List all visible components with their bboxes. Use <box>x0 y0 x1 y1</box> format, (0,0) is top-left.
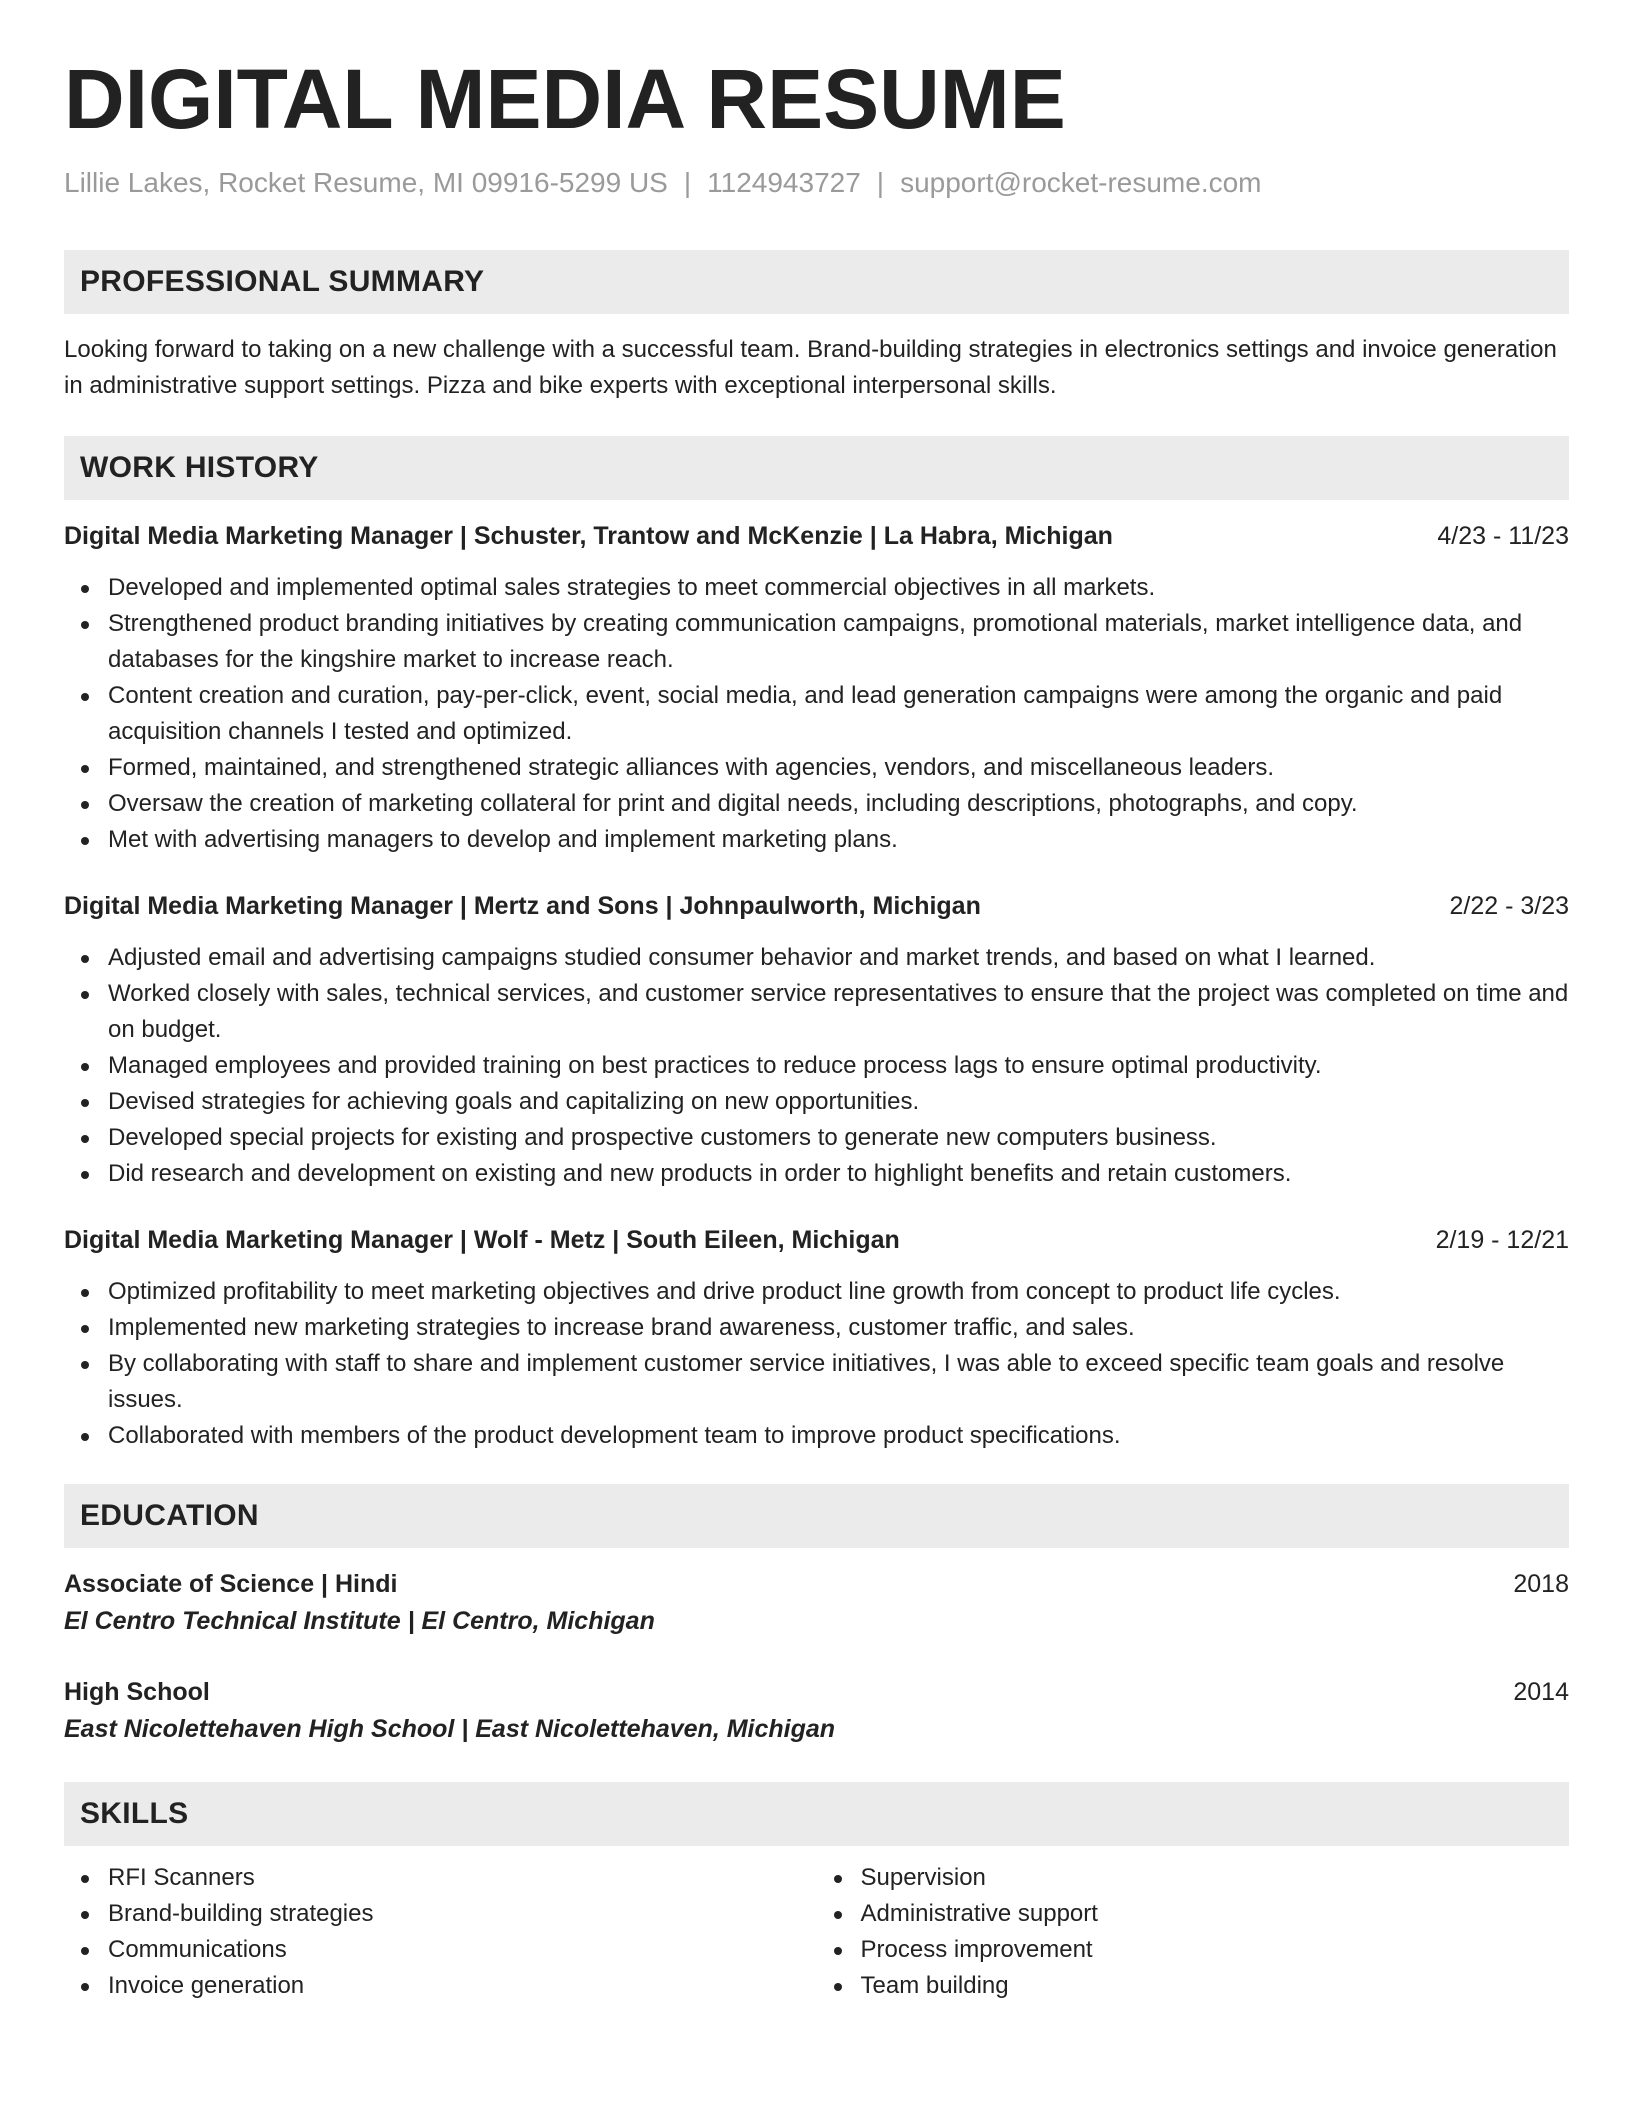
skill-item: Brand-building strategies <box>108 1896 817 1932</box>
job-dates: 2/22 - 3/23 <box>1449 891 1569 920</box>
section-header-education <box>64 1484 1569 1548</box>
skill-item: Process improvement <box>861 1932 1570 1968</box>
job-heading <box>64 1222 1569 1258</box>
section-header-work-history <box>64 436 1569 500</box>
job-bullet: Devised strategies for achieving goals and capitalizing on new opportunities. <box>108 1084 1569 1120</box>
job-entry <box>64 518 1569 858</box>
skills-columns <box>64 1860 1569 2004</box>
contact-separator: | <box>683 167 692 199</box>
skill-item: Team building <box>861 1968 1570 2004</box>
section-header-summary <box>64 250 1569 314</box>
education-entry <box>64 1566 1569 1640</box>
job-bullet: By collaborating with staff to share and implement customer service initiatives, I was able to exceed specific team goals and resolve issues. <box>108 1346 1569 1418</box>
job-bullet: Oversaw the creation of marketing collateral for print and digital needs, including descriptions, photographs, and copy. <box>108 786 1569 822</box>
contact-line <box>64 166 1569 200</box>
contact-separator: | <box>876 167 885 199</box>
resume-title: DIGITAL MEDIA RESUME <box>64 52 1066 146</box>
job-title: Digital Media Marketing Manager | Schuster, Trantow and McKenzie | La Habra, Michigan <box>64 521 1113 550</box>
job-title: Digital Media Marketing Manager | Mertz and Sons | Johnpaulworth, Michigan <box>64 891 981 920</box>
education-entry <box>64 1674 1569 1748</box>
job-bullet: Developed special projects for existing and prospective customers to generate new computers business. <box>108 1120 1569 1156</box>
job-bullet: Content creation and curation, pay-per-click, event, social media, and lead generation campaigns were among the organic and paid acquisition channels I tested and optimized. <box>108 678 1569 750</box>
section-title: PROFESSIONAL SUMMARY <box>80 264 485 298</box>
job-bullet: Did research and development on existing and new products in order to highlight benefits and retain customers. <box>108 1156 1569 1192</box>
skills-list-left <box>64 1860 817 2004</box>
education-year: 2018 <box>1513 1569 1569 1598</box>
job-entry <box>64 1222 1569 1454</box>
summary-text: Looking forward to taking on a new challenge with a successful team. Brand-building strategies in electronics settings and invoice generation in administrative support settings. Pizza and bike experts with exceptional interpersonal skills. <box>64 335 1557 399</box>
contact-phone: 1124943727 <box>707 167 861 199</box>
section-title: SKILLS <box>80 1796 189 1830</box>
job-bullet: Formed, maintained, and strengthened strategic alliances with agencies, vendors, and miscellaneous leaders. <box>108 750 1569 786</box>
job-dates: 4/23 - 11/23 <box>1437 521 1569 550</box>
section-title: WORK HISTORY <box>80 450 319 484</box>
contact-address: Lillie Lakes, Rocket Resume, MI 09916-5299 US <box>64 167 668 199</box>
skill-item: Invoice generation <box>108 1968 817 2004</box>
education-degree: High School <box>64 1677 210 1706</box>
job-bullet: Collaborated with members of the product development team to improve product specifications. <box>108 1418 1569 1454</box>
education-school: East Nicolettehaven High School | East Nicolettehaven, Michigan <box>64 1714 836 1743</box>
skills-list-right <box>817 1860 1570 2004</box>
job-bullets <box>64 570 1569 858</box>
job-heading <box>64 888 1569 924</box>
education-heading <box>64 1674 1569 1710</box>
job-bullets <box>64 1274 1569 1454</box>
skill-item: Administrative support <box>861 1896 1570 1932</box>
job-bullet: Strengthened product branding initiatives by creating communication campaigns, promotional materials, market intelligence data, and databases for the kingshire market to increase reach. <box>108 606 1569 678</box>
job-bullet: Met with advertising managers to develop and implement marketing plans. <box>108 822 1569 858</box>
job-heading <box>64 518 1569 554</box>
education-degree: Associate of Science | Hindi <box>64 1569 398 1598</box>
education-heading <box>64 1566 1569 1602</box>
education-school: El Centro Technical Institute | El Centro, Michigan <box>64 1606 655 1635</box>
section-title: EDUCATION <box>80 1498 259 1532</box>
skill-item: Communications <box>108 1932 817 1968</box>
job-bullet: Managed employees and provided training on best practices to reduce process lags to ensure optimal productivity. <box>108 1048 1569 1084</box>
education-year: 2014 <box>1513 1677 1569 1706</box>
job-bullet: Optimized profitability to meet marketing objectives and drive product line growth from concept to product life cycles. <box>108 1274 1569 1310</box>
job-title: Digital Media Marketing Manager | Wolf - Metz | South Eileen, Michigan <box>64 1225 900 1254</box>
job-bullet: Worked closely with sales, technical services, and customer service representatives to ensure that the project was completed on time and on budget. <box>108 976 1569 1048</box>
job-bullet: Implemented new marketing strategies to increase brand awareness, customer traffic, and sales. <box>108 1310 1569 1346</box>
skill-item: Supervision <box>861 1860 1570 1896</box>
job-entry <box>64 888 1569 1192</box>
section-header-skills <box>64 1782 1569 1846</box>
job-bullet: Adjusted email and advertising campaigns studied consumer behavior and market trends, and based on what I learned. <box>108 940 1569 976</box>
job-bullet: Developed and implemented optimal sales strategies to meet commercial objectives in all markets. <box>108 570 1569 606</box>
job-bullets <box>64 940 1569 1192</box>
job-dates: 2/19 - 12/21 <box>1435 1225 1569 1254</box>
skill-item: RFI Scanners <box>108 1860 817 1896</box>
contact-email: support@rocket-resume.com <box>900 167 1262 199</box>
